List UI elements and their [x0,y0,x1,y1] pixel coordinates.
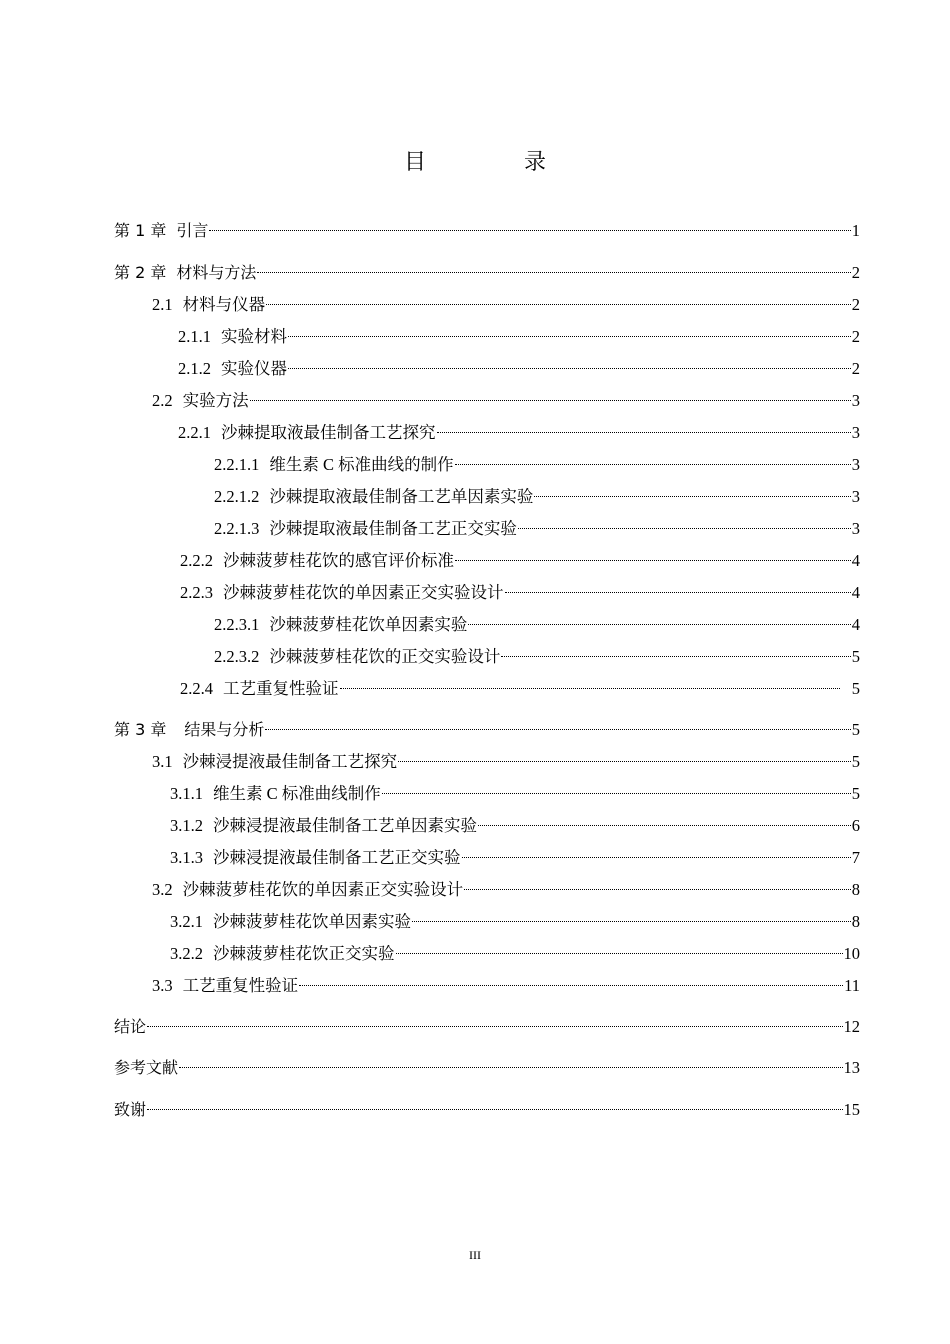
toc-entry-number: 3.1.1 [170,784,203,803]
toc-entry-number: 2.2.1.3 [214,519,260,538]
toc-entry-number: 2.2.1.1 [214,455,260,474]
toc-entry[interactable] [114,214,860,240]
toc-entry-number: 2.2.2 [180,551,213,570]
toc-entry-number: 3.2 [152,880,173,899]
toc-entry[interactable] [114,1051,860,1077]
toc-entry-label: 沙棘菠萝桂花饮的感官评价标准 [223,551,454,570]
toc-entry[interactable] [178,416,860,442]
toc-entry[interactable] [152,384,860,410]
toc-entry-page: 4 [851,615,860,634]
toc-entry-number: 3.1.3 [170,848,203,867]
toc-entry-number: 2.2.3 [180,583,213,602]
toc-entry-number: 3.2.2 [170,944,203,963]
toc-entry-label: 实验材料 [221,327,287,346]
toc-entry-number: 第 1 章 [114,221,167,240]
toc-entry[interactable] [214,608,860,634]
dot-leader [534,480,850,502]
toc-entry[interactable] [178,320,860,346]
toc-entry[interactable] [152,288,860,314]
dot-leader [250,384,851,406]
toc-entry-number: 2.2 [152,391,173,410]
toc-entry[interactable] [152,745,860,771]
dot-leader [468,608,850,630]
toc-entry-number: 3.3 [152,976,173,995]
toc-entry-label: 沙棘提取液最佳制备工艺正交实验 [269,519,517,538]
toc-entry-page: 11 [844,976,860,995]
toc-entry-number: 2.2.4 [180,679,213,698]
dot-leader [299,969,843,991]
toc-entry-number: 3.1 [152,752,173,771]
dot-leader [265,713,850,735]
toc-entry-label: 沙棘菠萝桂花饮的单因素正交实验设计 [182,880,464,899]
dot-leader [209,214,850,236]
dot-leader [462,841,851,863]
toc-entry-number: 2.2.3.2 [214,647,260,666]
toc-entry-page: 3 [851,455,860,474]
toc-entry-page: 7 [851,848,860,867]
toc-entry-page: 12 [843,1017,860,1036]
toc-entry-page: 1 [851,221,860,240]
toc-entry-page: 2 [851,359,860,378]
toc-entry-page: 3 [851,423,860,442]
dot-leader [455,544,851,566]
dot-leader [455,448,851,470]
toc-entry-number: 2.2.1 [178,423,211,442]
toc-entry-label: 维生素 C 标准曲线的制作 [269,455,454,474]
toc-entry[interactable] [214,640,860,666]
dot-leader [501,640,850,662]
toc-entry[interactable] [170,905,860,931]
dot-leader [257,256,850,278]
dot-leader [505,576,851,598]
toc-entry-label: 沙棘浸提液最佳制备工艺探究 [182,752,398,771]
toc-entry-number: 2.2.1.2 [214,487,260,506]
toc-entry-number: 第 2 章 [114,263,167,282]
toc-entry-label: 沙棘菠萝桂花饮单因素实验 [269,615,468,634]
toc-entry[interactable] [114,256,860,282]
toc-entry-label: 沙棘提取液最佳制备工艺探究 [221,423,436,442]
toc-entry[interactable] [114,1010,860,1036]
toc-entry-number: 2.1.1 [178,327,211,346]
toc-entry-number: 3.1.2 [170,816,203,835]
toc-entry-label: 引言 [176,221,209,240]
dot-leader [382,777,851,799]
toc-entry[interactable] [152,873,860,899]
toc-entry-page: 13 [843,1058,860,1077]
toc-entry-label: 结论 [114,1017,147,1036]
toc-entry-page: 15 [843,1100,860,1119]
toc-entry[interactable] [180,576,860,602]
toc-entry[interactable] [152,969,860,995]
toc-entry-label: 沙棘浸提液最佳制备工艺正交实验 [213,848,461,867]
toc-entry[interactable] [170,841,860,867]
toc-entry-page: 3 [851,519,860,538]
toc-entry-number: 2.1.2 [178,359,211,378]
toc-entry-label: 沙棘菠萝桂花饮正交实验 [213,944,395,963]
toc-entry-label: 工艺重复性验证 [182,976,299,995]
toc-entry-page: 5 [851,679,860,698]
toc-entry[interactable] [180,672,860,698]
toc-entry[interactable] [170,809,860,835]
toc-entry-label: 致谢 [114,1100,147,1119]
toc-entry-page: 3 [851,487,860,506]
toc-entry[interactable] [170,777,860,803]
toc-entry-label: 材料与方法 [176,263,257,282]
toc-entry-label: 沙棘浸提液最佳制备工艺单因素实验 [213,816,477,835]
toc-entry-page: 2 [851,295,860,314]
toc-entry-number: 2.2.3.1 [214,615,260,634]
dot-leader [464,873,851,895]
toc-entry[interactable] [170,937,860,963]
toc-entry-page: 8 [851,880,860,899]
dot-leader [288,352,851,374]
dot-leader [478,809,851,831]
dot-leader [288,320,851,342]
toc-entry-page: 4 [851,583,860,602]
toc-entry-number: 第 3 章 [114,720,167,739]
toc-entry-label: 维生素 C 标准曲线制作 [213,784,381,803]
dot-leader [147,1010,842,1032]
toc-entry-page: 5 [851,784,860,803]
dot-leader [398,745,851,767]
toc-entry[interactable] [214,480,860,506]
toc-entry-label: 实验方法 [182,391,249,410]
dot-leader [396,937,843,959]
dot-leader [437,416,851,438]
dot-leader [340,672,840,694]
dot-leader [179,1051,842,1073]
toc-entry-page: 3 [851,391,860,410]
page-number: III [469,1248,481,1262]
toc-entry[interactable] [114,1093,860,1119]
toc-entry-label: 参考文献 [114,1058,179,1077]
toc-entry-number: 2.1 [152,295,173,314]
toc-entry-label: 结果与分析 [184,720,265,739]
toc-entry-page: 6 [851,816,860,835]
page-title: 目 录 [403,150,584,175]
toc-entry-page: 2 [851,263,860,282]
toc-entry-page: 4 [851,551,860,570]
toc-entry[interactable] [214,448,860,474]
toc-entry-page: 5 [851,752,860,771]
toc-entry-label: 沙棘菠萝桂花饮的正交实验设计 [269,647,501,666]
toc-entry[interactable] [180,544,860,570]
toc-entry-label: 沙棘提取液最佳制备工艺单因素实验 [269,487,534,506]
dot-leader [266,288,851,310]
toc-entry-label: 工艺重复性验证 [223,679,339,698]
toc-entry-label: 材料与仪器 [182,295,266,314]
toc-entry[interactable] [178,352,860,378]
toc-entry-page: 5 [851,720,860,739]
toc-entry-page: 2 [851,327,860,346]
toc-entry-page: 8 [851,912,860,931]
toc-entry-page: 5 [851,647,860,666]
dot-leader [147,1093,842,1115]
dot-leader [518,512,851,534]
toc-entry-label: 沙棘菠萝桂花饮的单因素正交实验设计 [223,583,504,602]
toc-entry-label: 沙棘菠萝桂花饮单因素实验 [213,912,411,931]
toc-entry-number: 3.2.1 [170,912,203,931]
toc-entry-label: 实验仪器 [221,359,287,378]
toc-entry[interactable] [214,512,860,538]
toc-entry[interactable] [114,713,860,739]
toc-entry-page: 10 [843,944,860,963]
dot-leader [412,905,851,927]
